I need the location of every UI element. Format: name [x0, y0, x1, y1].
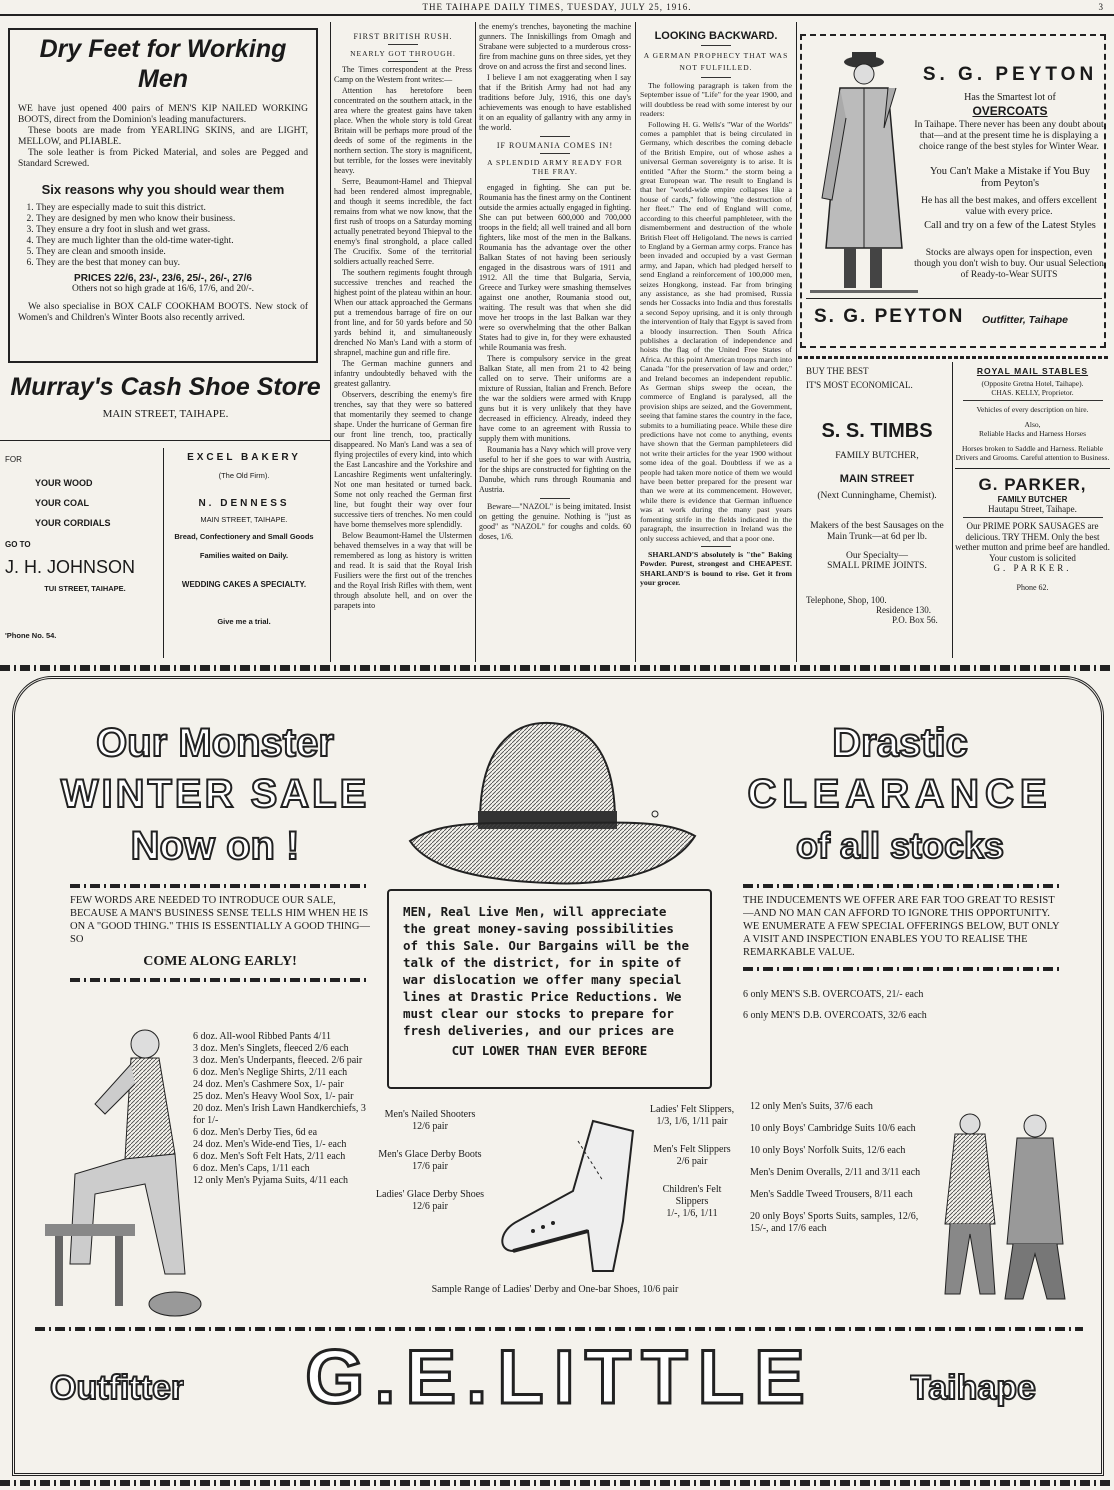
sale-item: 12 only Men's Pyjama Suits, 4/11 each	[193, 1175, 349, 1186]
overcoat-item: 6 only MEN'S D.B. OVERCOATS, 32/6 each	[743, 1010, 927, 1021]
roumania-para: engaged in fighting. She can put be. Roumania has the finest army on the Continent outside the armies actually engaged in fighting. She can put between 600,000 and 700,000 troops in the field; all well trained and all born fighters, like most of the men in the Balkans. Roumania has the advantage over the other Balkan States of not having been seriously engaged in the disastrous wars of 1911 and 1912. All the time that Bulgaria, Servia, Greece and Turkey were smashing themselves against one another, Roumania stood out, waiting. The result was that when she did move her troops in the last Balkan war they were so overwhelming that the other Balkan States had to give in, for they were exhausted while Roumania was fresh.	[479, 183, 631, 352]
peyton-l5: He has all the best makes, and offers excellent value with every price.	[921, 196, 1097, 217]
murray-box	[8, 28, 318, 363]
sale-item: 3 doz. Men's Underpants, fleeced. 2/6 pair	[193, 1055, 363, 1066]
shoe-item: Ladies' Glace Derby Shoes	[375, 1189, 485, 1200]
right-title	[730, 719, 1070, 871]
reason: 1. They are especially made to suit this district.	[36, 203, 308, 214]
timbs-l2: IT'S MOST ECONOMICAL.	[806, 380, 913, 390]
bakery-sub: (The Old Firm).	[218, 471, 270, 480]
timbs-name: S. S. TIMBS	[821, 420, 933, 442]
johnson-name: J. H. JOHNSON	[5, 557, 136, 577]
right-intro: THE INDUCEMENTS WE OFFER ARE FAR TOO GREAT TO RESIST—AND NO MAN CAN AFFORD TO IGNORE THIS OPPORTUNITY. WE ENUMERATE A FEW SPECIAL OFFERINGS BELOW, BUT ONLY A VISIT AND INSPECTION ENABLES YOU TO REALISE THE REMARKABLE VALUE.	[743, 895, 1060, 958]
murray-headline: Dry Feet for Working Men	[39, 35, 287, 93]
center-box	[387, 889, 712, 1089]
column-rule	[796, 22, 797, 662]
shoes-right	[647, 1104, 737, 1220]
sep	[540, 498, 570, 499]
title-line: Now on !	[130, 824, 300, 868]
rush-article	[334, 28, 472, 663]
sale-item: 6 doz. Men's Neglige Shirts, 2/11 each	[193, 1067, 348, 1078]
murray-special: We also specialise in BOX CALF COOKHAM BOOTS. New stock of Women's and Children's Winter Boots also recently arrived.	[18, 302, 308, 323]
column-rule	[475, 22, 476, 662]
sale-item: 20 only Boys' Sports Suits, samples, 12/6, 15/-, and 17/6 each	[750, 1211, 919, 1234]
sale-item: 25 doz. Men's Heavy Wool Sox, 1/- pair	[193, 1091, 354, 1102]
murray-street: MAIN STREET, TAIHAPE.	[102, 408, 229, 420]
murray-p3: The sole leather is from Picked Material, and soles are Pegged and Standard Screwed.	[18, 148, 308, 169]
backward-subtitle: A GERMAN PROPHECY THAT WAS NOT FULFILLED.	[643, 51, 789, 72]
divider	[0, 440, 330, 441]
sale-item: 6 doz. All-wool Ribbed Pants 4/11	[193, 1031, 331, 1042]
left-intro: FEW WORDS ARE NEEDED TO INTRODUCE OUR SALE, BECAUSE A MAN'S BUSINESS SENSE TELLS HIM WHEN HE IS ON A "GOOD THING." THIS IS ESSENTIALLY A GOOD THING—SO	[70, 895, 370, 945]
column-rule	[635, 22, 636, 662]
bakery-street: MAIN STREET, TAIHAPE.	[200, 515, 288, 524]
masthead-text: THE TAIHAPE DAILY TIMES, TUESDAY, JULY 25, 1916.	[422, 2, 692, 12]
shoe-item: Children's Felt Slippers	[662, 1184, 722, 1207]
backward-para: The following paragraph is taken from the September issue of "Life" for the year 1900, and will doubtless be read with some interest by our readers:	[640, 81, 792, 119]
center-box-text: MEN, Real Live Men, will appreciate the great money-saving possibilities of this Sale. Our Bargains will be the talk of the district, for in spite of war dislocation we offer many special lines at Drastic Price Reductions. We must clear our stocks to prepare for fresh deliveries, and our prices are	[403, 904, 689, 1038]
overcoat-man-illustration	[810, 48, 918, 298]
nazol-ad: Beware—"NAZOL" is being imitated. Insist on getting the genuine. Nothing is "just as good" as "NAZOL" for coughs and colds. 60 doses, 1/6.	[479, 502, 631, 541]
sale-item: 20 doz. Men's Irish Lawn Handkerchiefs, 3 for 1/-	[193, 1103, 366, 1126]
shoe-price: 12/6 pair	[412, 1121, 448, 1132]
masthead	[0, 2, 1114, 14]
shoe-price: 12/6 pair	[412, 1201, 448, 1212]
rush-para: Below Beaumont-Hamel the Ulstermen behaved themselves in a way that will be remembered as long as history is written and read. It is said that the Royal Irish Fusiliers were the first out of the trenches and the Royal Irish Rifles with them, went through absolute hell, and on over the parapets into	[334, 531, 472, 610]
shoe-price: 17/6 pair	[412, 1161, 448, 1172]
sale-item: 6 doz. Men's Soft Felt Hats, 2/11 each	[193, 1151, 346, 1162]
bakery-ad	[166, 452, 322, 657]
title-line: CLEARANCE	[747, 772, 1053, 816]
sale-item: Men's Saddle Tweed Trousers, 8/11 each	[750, 1189, 913, 1200]
peyton-l7: Stocks are always open for inspection, even though you don't wish to buy. Our usual Selection of Ready-to-Wear SUITS	[914, 248, 1104, 280]
sep	[540, 153, 570, 154]
title-line: Our Monster	[96, 721, 334, 765]
footer-left: Outfitter	[50, 1369, 185, 1407]
reason: 4. They are much lighter than the old-time water-tight.	[36, 236, 308, 247]
timbs-joints: SMALL PRIME JOINTS.	[827, 561, 927, 571]
murray-reasons-title: Six reasons why you should wear them	[41, 182, 285, 197]
left-intro-block	[70, 884, 370, 982]
reason: 6. They are the best that money can buy.	[36, 258, 308, 269]
timbs-street: MAIN STREET	[839, 473, 915, 485]
divider	[955, 468, 1110, 469]
sep	[701, 546, 731, 547]
rush-para: Serre, Beaumont-Hamel and Thiepval had been rendered almost impregnable, and though it seems incredible, the fact remains from what we now know, that the first rush of troops on a Saturday morning actually penetrated beyond Thiepval to the enemy's final stronghold, a place called The Crucifix. Some of the territorial soldiers actually reached Serre.	[334, 177, 472, 266]
right-items	[750, 1101, 925, 1235]
dash	[743, 967, 1063, 971]
sale-item: 24 doz. Men's Cashmere Sox, 1/- pair	[193, 1079, 344, 1090]
peyton-l4: You Can't Make a Mistake if You Buy from Peyton's	[929, 166, 1091, 189]
timbs-l1: BUY THE BEST	[806, 366, 869, 376]
peyton-l2: OVERCOATS	[972, 104, 1048, 118]
johnson-l2: YOUR COAL	[35, 498, 89, 508]
shoe-item: Men's Felt Slippers	[653, 1144, 731, 1155]
shoe-price: 1/-, 1/6, 1/11	[666, 1208, 718, 1219]
divider	[163, 448, 164, 658]
murray-p2: These boots are made from YEARLING SKINS, and are LIGHT, MELLOW, and PLIABLE.	[18, 126, 308, 147]
rush-para: Observers, describing the enemy's fire trenches, say that they were so battered that momentarily they seemed to change shape. Under the hurricane of German fire our front line trench, too, practically disappeared. No Man's Land was a sea of flying projectiles of every kind, into which the East Lancashire and the Yorkshire and Lancashire Regiments went unfalteringly. Not one man hesitated or turned back. Some not only reached the German first line, but fought their way over four successive tiers of trenches. No men could have borne themselves more splendidly.	[334, 390, 472, 529]
sale-item: 3 doz. Men's Singlets, fleeced 2/6 each	[193, 1043, 349, 1054]
rush-title: FIRST BRITISH RUSH.	[353, 32, 453, 41]
sep	[701, 77, 731, 78]
rush-para: The Times correspondent at the Press Camp on the Western front writes:—	[334, 65, 472, 84]
murray-intro: WE have just opened 400 pairs of MEN'S KIP NAILED WORKING BOOTS, direct from the Dominion's leading manufacturers.	[18, 104, 308, 125]
sep	[963, 517, 1103, 518]
title-line: Drastic	[832, 721, 968, 765]
murray-prices: PRICES 22/6, 23/-, 23/6, 25/-, 26/-, 27/6	[74, 273, 252, 284]
johnson-phone: 'Phone No. 54.	[5, 631, 57, 640]
left-title	[55, 719, 375, 871]
shoe-item: Ladies' Felt Slippers, 1/3, 1/6, 1/11 pair	[649, 1104, 735, 1127]
suited-men-illustration	[925, 1104, 1085, 1304]
bakery-line1: Bread, Confectionery and Small Goods	[174, 532, 314, 541]
murray-prices2: Others not so high grade at 16/6, 17/6, and 20/-.	[71, 284, 255, 294]
sep	[540, 179, 570, 180]
roumania-title: IF ROUMANIA COMES IN!	[496, 141, 614, 150]
shoes-left	[375, 1109, 485, 1213]
dash	[35, 1327, 1083, 1331]
roumania-article	[479, 22, 631, 662]
mail-owner: CHAS. KELLY, Proprietor.	[991, 388, 1074, 397]
roumania-para: Roumania has a Navy which will prove very useful to her if she goes to war with Austria, for the ships are constructed for fighting on the Danube, which runs through Roumania and Austria.	[479, 445, 631, 494]
backward-para: Following H. G. Wells's "War of the Worlds" comes a pamphlet that is being circulated in Germany, which describes the coming debacle of the British Empire, out of whose ashes a universal German sovereignty is to arise. It is entitled "After the Storm." the storm being a great European war. The result to England is that her "world-wide empire collapses like a house of cards," following "the destruction of her fleet." The end of England will come, according to this cheerful pamphleteer, with the dismemberment and destruction of the whole British Fleet off Heligoland. The news is carried to England by a German army corps. France has been invaded and occupied by a vast German army, and Japan, which had pledged herself to send England a reinforcement of 100,000 men, seizes Hongkong, instead. Far from bringing any assistance, as she had promised, Russia sends her Cossacks into India and thus forestalls a second Sepoy uprising, and it is only through the intervention of Italy that Egypt is saved from a bloody insurrection. Then South Africa publishes a declaration of independence and hoists the flag of the United Free States of Africa. At this point American troops march into Canada "for the preservation of law and order," and Ireland becomes an independent republic. As German ships sweep the ocean, the commerce of England is paralysed, all the provision ships are seized, and the Government, seeing that famine stares the country in the face, submits to a humiliating peace. While these dire predictions have not come to anything, events have shown that the German pamphleteers did not write their articles for the year 1900 without some idea of the goal. Doubtless if we as a people had taken more notice of them we would have been better prepared for the present war than we were at its commencement. However, while there is evidence that German influence was at work during the many past years fomenting strife in the fields indicated in the paragraph, the insurrection in Ireland was the only success achieved, and that a poor one.	[640, 119, 792, 543]
rush-para: The German machine gunners and infantry undoubtedly behaved with the greatest gallantry.	[334, 359, 472, 388]
rush-subtitle: NEARLY GOT THROUGH.	[350, 49, 456, 58]
johnson-for: FOR	[5, 455, 22, 464]
dash	[70, 884, 370, 888]
parker-trade: FAMILY BUTCHER	[997, 495, 1068, 504]
johnson-l1: YOUR WOOD	[35, 478, 93, 488]
peyton-footer-right: Outfitter, Taihape	[982, 314, 1068, 326]
sep	[540, 136, 570, 137]
sep	[701, 45, 731, 46]
footer-right: Taihape	[910, 1369, 1036, 1407]
johnson-goto: GO TO	[5, 540, 31, 549]
bakery-name: EXCEL BAKERY	[187, 452, 301, 463]
rush-para: the enemy's trenches, bayoneting the machine gunners. The Inniskillings from Omagh and Strabane were subjected to a murderous cross-fire from machine guns on three sides, yet they drove on and across the first and second lines.	[479, 22, 631, 71]
bakery-line3: WEDDING CAKES A SPECIALTY.	[181, 580, 307, 589]
timbs-ad	[806, 366, 948, 658]
dash	[743, 884, 1063, 888]
header-rule	[0, 14, 1114, 16]
backward-article	[640, 30, 792, 662]
shoe-item: Men's Nailed Shooters	[384, 1109, 476, 1120]
title-line: of all stocks	[795, 825, 1005, 866]
mail-l2: Also,	[1024, 420, 1041, 429]
center-box-end: CUT LOWER THAN EVER BEFORE	[451, 1043, 648, 1058]
roumania-para: There is compulsory service in the great Balkan State, all men from 21 to 42 being called on to serve. Their uniforms are a mixture of Russian, Italian and French. Before the war the soldiers were armed with Krupp guns but it is very unlikely that they have decreased in efficiency. Already, indeed they have come to an agreement with Russia to supply them with munitions.	[479, 354, 631, 443]
timbs-makers: Makers of the best Sausages on the Main Trunk—at 6d per lb.	[810, 521, 944, 542]
footer-name: G.E.LITTLE	[305, 1335, 815, 1420]
shoe-note: Sample Range of Ladies' Derby and One-bar Shoes, 10/6 pair	[431, 1284, 679, 1295]
sale-item: 6 doz. Men's Derby Ties, 6d ea	[193, 1127, 318, 1138]
murray-ad	[8, 28, 330, 433]
mail-l4: Horses broken to Saddle and Harness. Reliable Drivers and Grooms. Careful attention to Business.	[955, 444, 1110, 462]
sharland-ad: SHARLAND'S absolutely is "the" Baking Powder. Purest, strongest and CHEAPEST. SHARLAND'S is bound to rise. Get it from your grocer.	[640, 549, 792, 588]
parker-phone: Phone 62.	[1016, 583, 1049, 592]
sep	[388, 61, 418, 62]
mail-title: ROYAL MAIL STABLES	[976, 366, 1089, 376]
little-ad	[12, 676, 1104, 1476]
rush-para: Attention has heretofore been concentrated on the southern attack, in the area where the greatest gains have taken place. When the whole story is told Great Britain will be perhaps more proud of the deeds of some of the regiments in the northern section. The story is magnificent, but terrible, for the losses were inevitably heavy.	[334, 86, 472, 175]
shoe-item: Men's Glace Derby Boots	[378, 1149, 482, 1160]
sale-item: Men's Denim Overalls, 2/11 and 3/11 each	[750, 1167, 921, 1178]
peyton-name: S. G. PEYTON	[922, 64, 1098, 85]
murray-reasons	[18, 203, 308, 269]
sep	[388, 44, 418, 45]
timbs-box: P.O. Box 56.	[892, 615, 938, 625]
hat-illustration	[400, 711, 700, 901]
peyton-footer-name: S. G. PEYTON	[814, 306, 965, 327]
right-intro-block	[743, 884, 1063, 1021]
johnson-l3: YOUR CORDIALS	[35, 518, 111, 528]
peyton-l1: Has the Smartest lot of	[964, 92, 1056, 103]
bakery-owner: N. DENNESS	[198, 498, 290, 509]
sep	[963, 400, 1103, 401]
timbs-near: (Next Cunninghame, Chemist).	[817, 491, 937, 501]
mail-sub: (Opposite Gretna Hotel, Taihape).	[981, 379, 1084, 388]
column-rule	[330, 22, 331, 662]
parker-sign: G. PARKER.	[993, 563, 1072, 573]
come-along: COME ALONG EARLY!	[143, 954, 297, 969]
divider	[798, 356, 1110, 359]
timbs-trade: FAMILY BUTCHER,	[835, 451, 919, 461]
rush-para: I believe I am not exaggerating when I say that if the British Army had not had any traditions before July, 1916, this one day's achievements was enough to have established it on an equality of gallantry with any army in the world.	[479, 73, 631, 132]
parker-name: G. PARKER,	[978, 475, 1087, 494]
reason: 5. They are clean and smooth inside.	[36, 247, 308, 258]
divider	[952, 362, 953, 658]
parker-street: Hautapu Street, Taihape.	[988, 504, 1077, 514]
johnson-street: TUI STREET, TAIHAPE.	[44, 584, 126, 593]
reason: 2. They are designed by men who know their business.	[36, 214, 308, 225]
underwear-man-illustration	[35, 1024, 205, 1324]
shoe-illustration	[493, 1111, 653, 1281]
sale-item: 10 only Boys' Norfolk Suits, 12/6 each	[750, 1145, 906, 1156]
dash	[70, 978, 370, 982]
bakery-line2: Families waited on Daily.	[199, 551, 289, 560]
border-bottom	[0, 1480, 1114, 1486]
backward-title: LOOKING BACKWARD.	[654, 30, 778, 42]
mail-l3: Reliable Hacks and Harness Horses	[978, 429, 1087, 438]
mail-l1: Vehicles of every description on hire.	[976, 405, 1089, 414]
bakery-trial: Give me a trial.	[217, 617, 271, 626]
peyton-l3: In Taihape. There never has been any doubt about that—and at the present time he is displaying a choice range of the best styles for Winter Wear.	[914, 120, 1104, 152]
peyton-ad	[800, 34, 1106, 348]
mail-parker-ads	[955, 366, 1110, 658]
peyton-l6: Call and try on a few of the Latest Styles	[924, 220, 1096, 231]
shoe-price: 2/6 pair	[676, 1156, 708, 1167]
parker-body: Our PRIME PORK SAUSAGES are delicious. TRY THEM. Only the best wether mutton and prime beef are handled. Your custom is solicited	[955, 521, 1110, 563]
johnson-ad	[5, 455, 165, 655]
sale-item: 10 only Boys' Cambridge Suits 10/6 each	[750, 1123, 916, 1134]
page-number: 3	[1098, 2, 1104, 12]
murray-store: Murray's Cash Shoe Store	[10, 373, 321, 401]
rush-para: The southern regiments fought through successive trenches and reached the highest point of the plateau within an hour. When our attack approached the Germans put a tremendous barrage of fire on our front line, and for 50 yards before and 50 yards behind it, and simultaneously drenched No Man's Land with a storm of shrapnel, machine gun and rifle fire.	[334, 268, 472, 357]
timbs-tel: Telephone, Shop, 100.	[806, 595, 887, 605]
overcoat-item: 6 only MEN'S S.B. OVERCOATS, 21/- each	[743, 989, 924, 1000]
left-items	[193, 1031, 373, 1187]
sale-item: 12 only Men's Suits, 37/6 each	[750, 1101, 873, 1112]
timbs-spec: Our Specialty—	[845, 551, 908, 561]
roumania-subtitle: A SPLENDID ARMY READY FOR THE FRAY.	[487, 158, 623, 176]
sale-item: 6 doz. Men's Caps, 1/11 each	[193, 1163, 310, 1174]
timbs-res: Residence 130.	[876, 605, 931, 615]
title-line: WINTER SALE	[60, 772, 370, 816]
divider	[806, 298, 1102, 299]
reason: 3. They ensure a dry foot in slush and wet grass.	[36, 225, 308, 236]
border-top	[0, 665, 1114, 671]
sale-item: 24 doz. Men's Wide-end Ties, 1/- each	[193, 1139, 347, 1150]
